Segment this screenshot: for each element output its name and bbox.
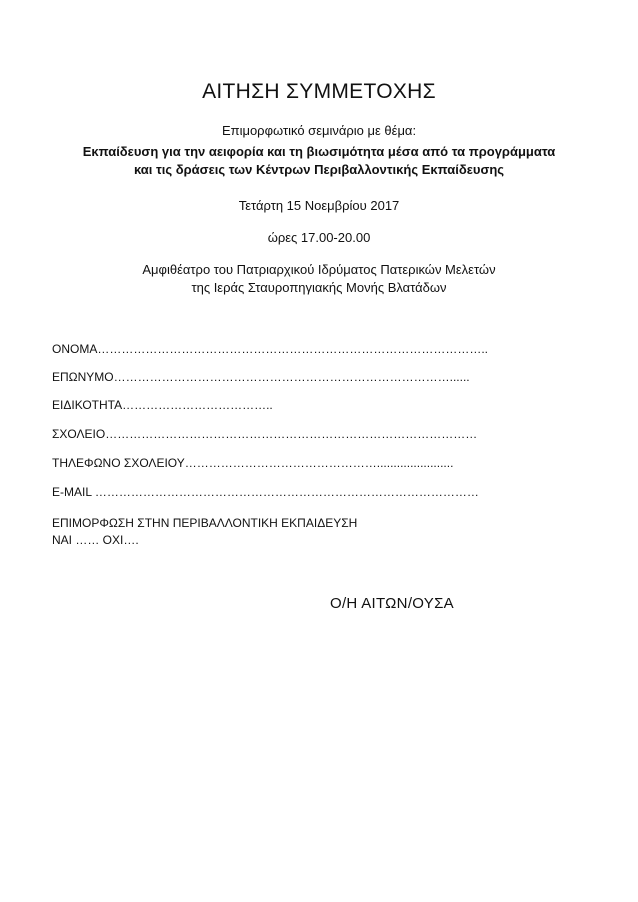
school-field[interactable]: ΣΧΟΛΕΙΟ…………………………………………………………………………………	[52, 427, 478, 441]
seminar-topic-line-1: Εκπαίδευση για την αειφορία και τη βιωσιμότητα μέσα από τα προγράμματα	[82, 144, 556, 159]
yes-no-choice[interactable]: ΝΑΙ …… ΟΧΙ….	[52, 533, 139, 547]
email-field[interactable]: E-MAIL ……………………………………………………………………………………	[52, 485, 479, 499]
applicant-signature-label: Ο/Η ΑΙΤΩΝ/ΟΥΣΑ	[330, 595, 454, 612]
surname-field[interactable]: ΕΠΩΝΥΜΟ…………………………………………………………………………......	[52, 370, 470, 384]
environmental-training-question: ΕΠΙΜΟΡΦΩΣΗ ΣΤΗΝ ΠΕΡΙΒΑΛΛΟΝΤΙΚΗ ΕΚΠΑΙΔΕΥΣΗ	[52, 516, 358, 530]
venue-line-1: Αμφιθέατρο του Πατριαρχικού Ιδρύματος Πατερικών Μελετών	[142, 262, 496, 277]
name-field[interactable]: ΟΝΟΜΑ……………………………………………………………………………………..	[52, 342, 489, 356]
specialty-field[interactable]: ΕΙΔΙΚΟΤΗΤΑ………………………………..	[52, 398, 273, 412]
venue-line-2: της Ιεράς Σταυροπηγιακής Μονής Βλατάδων	[191, 280, 447, 295]
school-phone-field[interactable]: ΤΗΛΕΦΩΝΟ ΣΧΟΛΕΙΟΥ………………………………………….......................	[52, 456, 454, 470]
seminar-topic-line-2: και τις δράσεις των Κέντρων Περιβαλλοντικής Εκπαίδευσης	[133, 162, 505, 177]
document-title: ΑΙΤΗΣΗ ΣΥΜΜΕΤΟΧΗΣ	[202, 80, 436, 103]
seminar-subtitle: Επιμορφωτικό σεμινάριο με θέμα:	[221, 123, 417, 138]
seminar-hours: ώρες 17.00-20.00	[267, 230, 371, 245]
seminar-date: Τετάρτη 15 Νοεμβρίου 2017	[238, 198, 400, 213]
